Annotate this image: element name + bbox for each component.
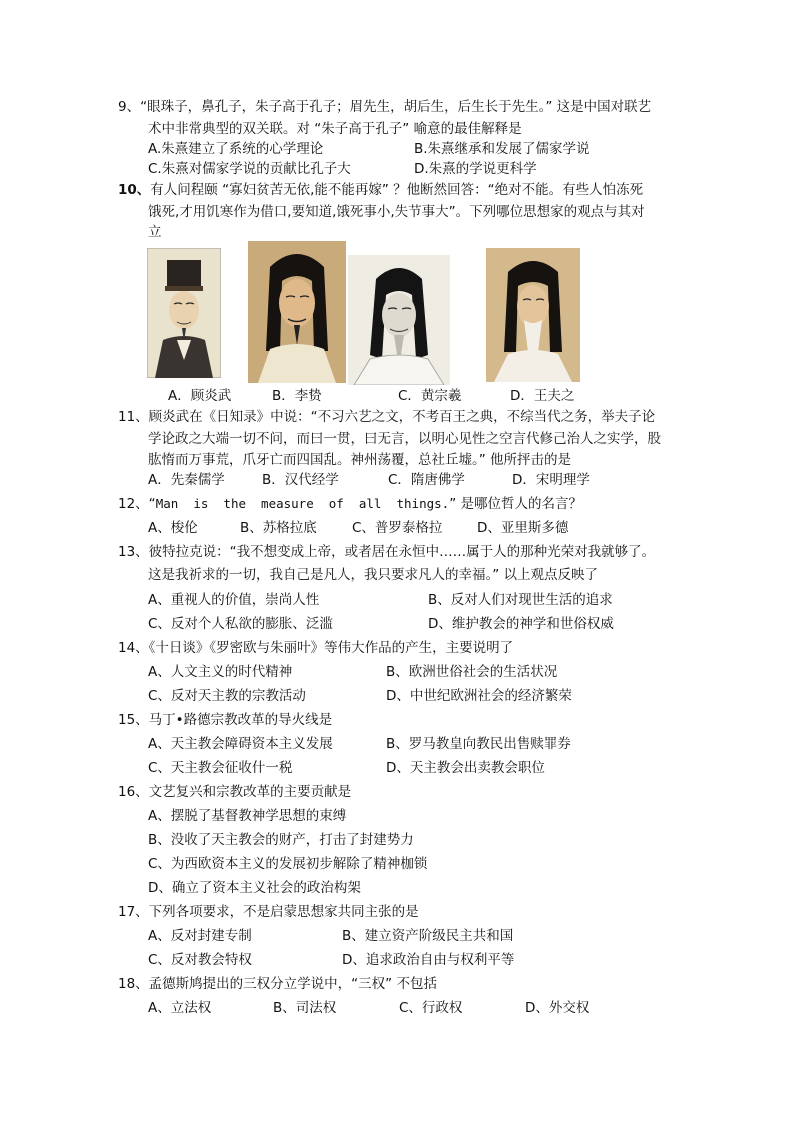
q14-stem: 14、《十日谈》《罗密欧与朱丽叶》等伟大作品的产生，主要说明了 — [118, 640, 514, 656]
q14-option-a[interactable]: A、人文主义的时代精神 — [148, 664, 293, 680]
q15-option-c[interactable]: C、天主教会征收什一税 — [148, 760, 293, 776]
q17-option-a[interactable]: A、反对封建专制 — [148, 928, 252, 944]
q11-option-b[interactable]: B．汉代经学 — [262, 472, 339, 488]
portrait-elder-scholar-icon — [348, 255, 450, 385]
q16-option-c[interactable]: C、为西欧资本主义的发展初步解除了精神枷锁 — [148, 856, 428, 872]
q13-option-a[interactable]: A、重视人的价值，崇尚人性 — [148, 592, 320, 608]
portrait-scholar-headscarf-icon — [248, 241, 346, 383]
q10-stem-line1: 10、有人问程颐 “寡妇贫苦无依,能不能再嫁” ？他断然回答：“绝对不能。有些人怕冻死 — [118, 182, 644, 198]
q18-option-d[interactable]: D、外交权 — [525, 1000, 590, 1016]
q10-option-d[interactable]: D．王夫之 — [510, 388, 575, 404]
q12-option-b[interactable]: B、苏格拉底 — [240, 520, 317, 536]
q13-stem-line1: 13、彼特拉克说：“我不想变成上帝，或者居在永恒中……属于人的那种光荣对我就够了。 — [118, 544, 656, 560]
q12-option-c[interactable]: C、普罗泰格拉 — [352, 520, 443, 536]
q10-option-c[interactable]: C．黄宗羲 — [398, 388, 462, 404]
q11-stem-line3: 肱惰而万事荒，爪牙亡而四国乱。神州荡覆，总社丘墟。” 他所抨击的是 — [148, 452, 572, 468]
q13-option-d[interactable]: D、维护教会的神学和世俗权威 — [428, 616, 614, 632]
q16-option-a[interactable]: A、摆脱了基督教神学思想的束缚 — [148, 808, 347, 824]
q18-option-c[interactable]: C、行政权 — [399, 1000, 463, 1016]
q10-option-a[interactable]: A．顾炎武 — [168, 388, 232, 404]
portrait-wang-fuzhi-image[interactable] — [486, 248, 580, 382]
portrait-huang-zongxi-image[interactable] — [348, 255, 450, 385]
portrait-bearded-scholar-icon — [486, 248, 580, 382]
q18-option-a[interactable]: A、立法权 — [148, 1000, 212, 1016]
q15-option-b[interactable]: B、罗马教皇向教民出售赎罪券 — [386, 736, 571, 752]
q18-option-b[interactable]: B、司法权 — [273, 1000, 337, 1016]
q9-stem-line1: 9、“眼珠子，鼻孔子，朱子高于孔子；眉先生，胡后生，后生长于先生。” 这是中国对联艺 — [118, 99, 652, 115]
q15-stem: 15、马丁•路德宗教改革的导火线是 — [118, 712, 333, 728]
q15-option-a[interactable]: A、天主教会障碍资本主义发展 — [148, 736, 333, 752]
q16-stem: 16、文艺复兴和宗教改革的主要贡献是 — [118, 784, 352, 800]
q10-stem-line3: 立 — [148, 224, 162, 240]
q11-stem-line2: 学论政之大端一切不问，而曰一贯，曰无言，以明心见性之空言代修己治人之实学，股 — [148, 431, 661, 447]
q14-option-b[interactable]: B、欧洲世俗社会的生活状况 — [386, 664, 558, 680]
q13-option-c[interactable]: C、反对个人私欲的膨胀、泛滥 — [148, 616, 333, 632]
q12-english-quote: Man is the measure of all things. — [155, 496, 450, 511]
q9-stem-line2: 术中非常典型的双关联。对 “朱子高于孔子” 喻意的最佳解释是 — [148, 121, 522, 137]
q11-stem-line1: 11、顾炎武在《日知录》中说：“不习六艺之文，不考百王之典，不综当代之务，举夫子论 — [118, 409, 656, 425]
q17-option-c[interactable]: C、反对教会特权 — [148, 952, 252, 968]
q17-option-d[interactable]: D、追求政治自由与权利平等 — [342, 952, 515, 968]
portrait-official-hat-icon — [147, 248, 221, 378]
q9-option-c[interactable]: C.朱熹对儒家学说的贡献比孔子大 — [148, 161, 351, 177]
q17-option-b[interactable]: B、建立资产阶级民主共和国 — [342, 928, 514, 944]
q13-stem-line2: 这是我祈求的一切，我自己是凡人，我只要求凡人的幸福。” 以上观点反映了 — [148, 567, 599, 583]
q9-option-a[interactable]: A.朱熹建立了系统的心学理论 — [148, 141, 324, 157]
q11-option-c[interactable]: C．隋唐佛学 — [388, 472, 465, 488]
q12-option-a[interactable]: A、梭伦 — [148, 520, 198, 536]
q10-option-b[interactable]: B．李贽 — [272, 388, 322, 404]
q13-option-b[interactable]: B、反对人们对现世生活的追求 — [428, 592, 613, 608]
q12-option-d[interactable]: D、亚里斯多德 — [477, 520, 569, 536]
q14-option-c[interactable]: C、反对天主教的宗教活动 — [148, 688, 306, 704]
q16-option-b[interactable]: B、没收了天主教会的财产，打击了封建势力 — [148, 832, 414, 848]
q9-option-b[interactable]: B.朱熹继承和发展了儒家学说 — [414, 141, 590, 157]
q14-option-d[interactable]: D、中世纪欧洲社会的经济繁荣 — [386, 688, 572, 704]
q12-stem: 12、“Man is the measure of all things.” 是哪位哲人的名言？ — [118, 496, 582, 512]
q10-number: 10、 — [118, 182, 151, 198]
q17-stem: 17、下列各项要求，不是启蒙思想家共同主张的是 — [118, 904, 419, 920]
portrait-li-zhi-image[interactable] — [248, 241, 346, 383]
q9-option-d[interactable]: D.朱熹的学说更科学 — [414, 161, 537, 177]
q18-stem: 18、孟德斯鸠提出的三权分立学说中，“三权” 不包括 — [118, 976, 437, 992]
q16-option-d[interactable]: D、确立了资本主义社会的政治构架 — [148, 880, 361, 896]
q11-option-d[interactable]: D．宋明理学 — [512, 472, 590, 488]
q10-stem-line2: 饿死,才用饥寒作为借口,要知道,饿死事小,失节事大”。下列哪位思想家的观点与其对 — [148, 204, 645, 220]
portrait-gu-yanwu-image[interactable] — [147, 248, 221, 378]
q11-option-a[interactable]: A．先秦儒学 — [148, 472, 225, 488]
q15-option-d[interactable]: D、天主教会出卖教会职位 — [386, 760, 545, 776]
